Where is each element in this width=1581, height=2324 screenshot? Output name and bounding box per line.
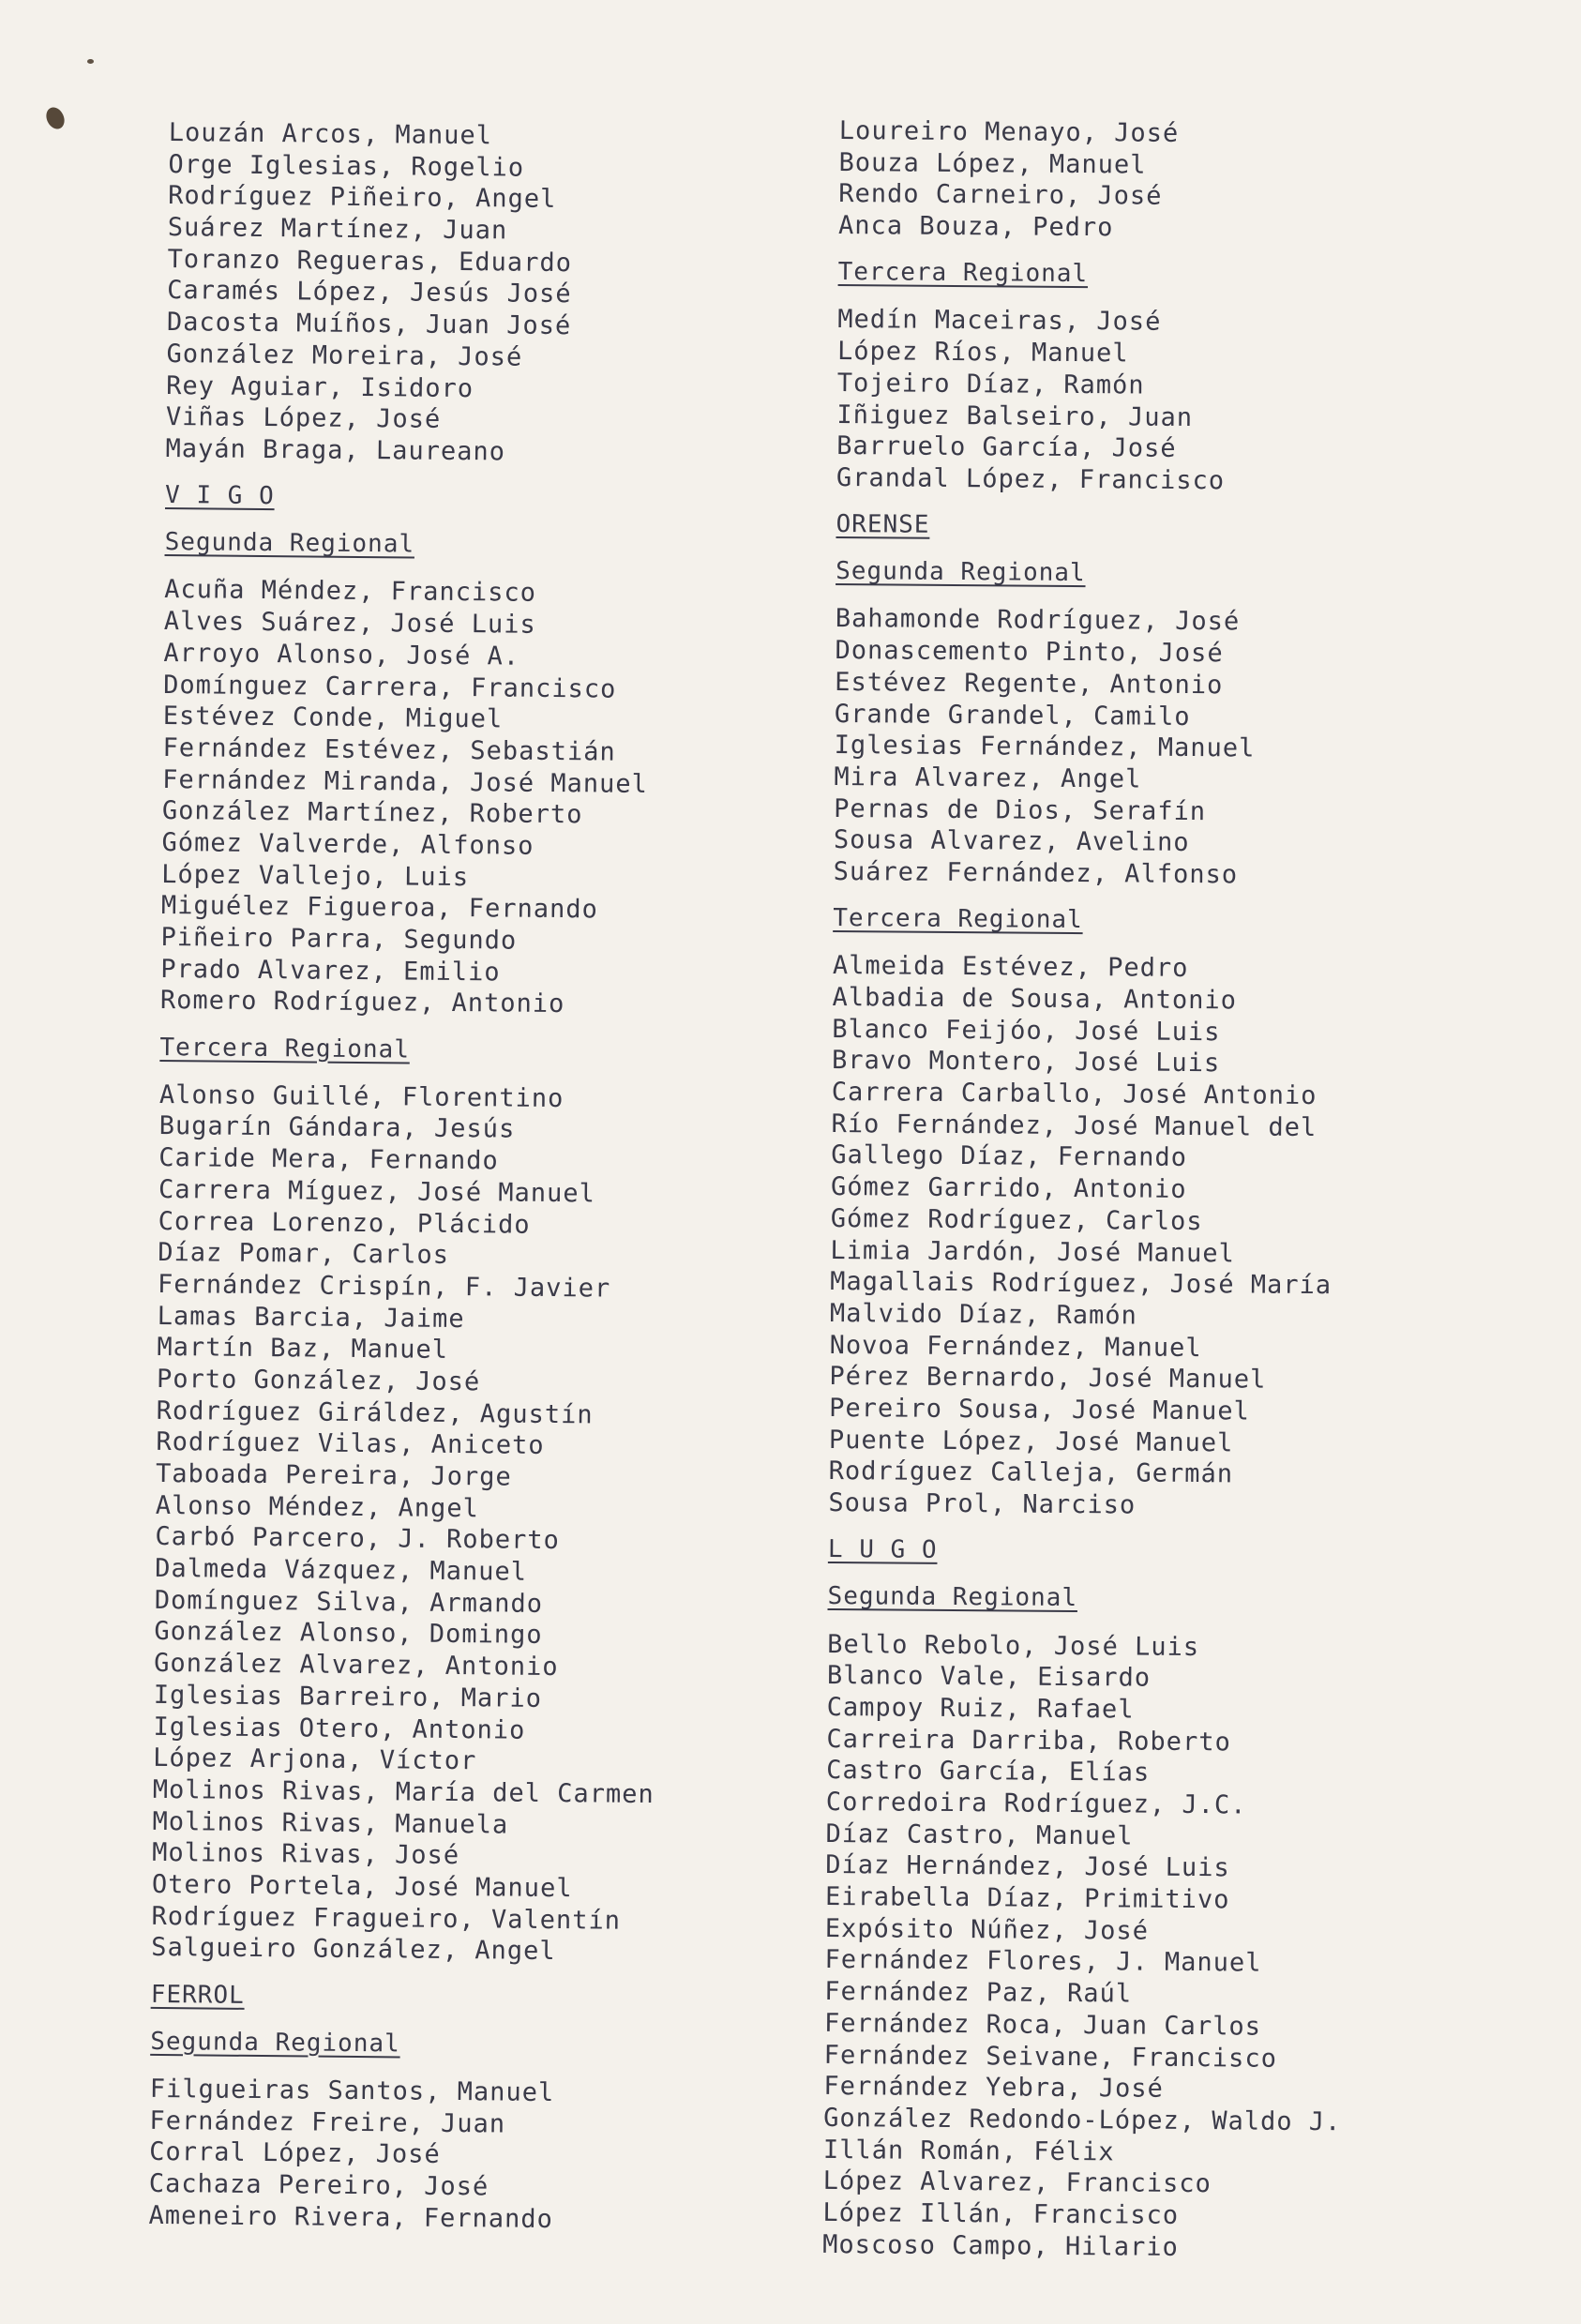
name-entry: Díaz Castro, Manuel <box>825 1818 1134 1851</box>
name-entry: Martín Baz, Manuel <box>157 1333 449 1366</box>
name-entry: Alonso Méndez, Angel <box>155 1490 480 1523</box>
name-entry: Fernández Flores, J. Manuel <box>824 1945 1262 1979</box>
name-entry: Gómez Garrido, Antonio <box>830 1172 1187 1205</box>
name-entry: López Alvarez, Francisco <box>822 2166 1212 2199</box>
name-entry: Rey Aguiar, Isidoro <box>166 370 474 403</box>
name-entry: Donascemento Pinto, José <box>835 636 1224 669</box>
division-heading: Tercera Regional <box>159 1033 411 1064</box>
name-entry: Domínguez Carrera, Francisco <box>163 670 617 704</box>
name-entry: Anca Bouza, Pedro <box>837 211 1114 243</box>
name-entry: Molinos Rivas, María del Carmen <box>152 1774 655 1809</box>
name-entry: Gómez Valverde, Alfonso <box>161 827 535 861</box>
division-heading: Segunda Regional <box>164 528 415 559</box>
name-entry: Orge Iglesias, Rogelio <box>168 149 525 183</box>
name-entry: Bouza López, Manuel <box>838 147 1147 180</box>
city-heading: V I G O <box>164 481 275 511</box>
name-entry: Rodríguez Vilas, Aniceto <box>156 1427 545 1461</box>
name-entry: Porto González, José <box>156 1364 481 1397</box>
name-entry: Romero Rodríguez, Antonio <box>159 986 565 1019</box>
name-entry: Fernández Freire, Juan <box>149 2105 506 2139</box>
name-entry: González Alvarez, Antonio <box>154 1649 559 1683</box>
name-entry: Díaz Pomar, Carlos <box>158 1238 450 1271</box>
name-entry: Eirabella Díaz, Primitivo <box>824 1882 1230 1915</box>
name-entry: Gómez Rodríguez, Carlos <box>830 1203 1203 1236</box>
name-entry: Ameneiro Rivera, Fernando <box>148 2200 554 2234</box>
name-entry: Bello Rebolo, José Luis <box>827 1629 1200 1662</box>
city-heading: L U G O <box>827 1535 938 1565</box>
name-entry: González Redondo-López, Waldo J. <box>823 2103 1342 2137</box>
name-entry: Medín Maceiras, José <box>837 305 1162 338</box>
name-entry: Sousa Prol, Narciso <box>828 1487 1137 1520</box>
name-entry: Arroyo Alonso, José A. <box>163 638 520 672</box>
name-entry: Corral López, José <box>149 2137 441 2170</box>
name-entry: Rendo Carneiro, José <box>838 179 1163 212</box>
name-entry: González Moreira, José <box>166 339 523 372</box>
name-entry: Fernández Crispín, F. Javier <box>157 1269 611 1304</box>
name-entry: Bugarín Gándara, Jesús <box>158 1111 516 1145</box>
name-entry: Limia Jardón, José Manuel <box>830 1235 1235 1268</box>
name-entry: Estévez Regente, Antonio <box>835 667 1224 701</box>
name-entry: Rodríguez Calleja, Germán <box>828 1456 1234 1489</box>
left-column <box>148 117 670 2236</box>
name-entry: Bravo Montero, José Luis <box>831 1046 1221 1079</box>
division-heading: Tercera Regional <box>833 904 1083 935</box>
name-entry: Loureiro Menayo, José <box>838 115 1180 148</box>
name-entry: Puente López, José Manuel <box>828 1425 1234 1457</box>
name-entry: López Vallejo, Luis <box>161 859 470 892</box>
name-entry: Bahamonde Rodríguez, José <box>835 604 1241 637</box>
name-entry: Carbó Parcero, J. Roberto <box>155 1522 560 1556</box>
name-entry: Blanco Feijóo, José Luis <box>832 1014 1221 1047</box>
name-entry: Río Fernández, José Manuel del <box>831 1109 1318 1142</box>
name-entry: Mira Alvarez, Angel <box>834 762 1142 794</box>
name-entry: Almeida Estévez, Pedro <box>832 951 1189 984</box>
name-entry: Fernández Roca, Juan Carlos <box>823 2008 1262 2042</box>
name-entry: Díaz Hernández, José Luis <box>825 1850 1230 1883</box>
name-entry: Iglesias Fernández, Manuel <box>834 731 1256 763</box>
name-entry: Illán Román, Félix <box>822 2135 1115 2166</box>
name-entry: Fernández Seivane, Francisco <box>823 2040 1278 2074</box>
name-entry: Mayán Braga, Laureano <box>165 433 506 467</box>
name-entry: Prado Alvarez, Emilio <box>160 954 501 988</box>
name-entry: Lamas Barcia, Jaime <box>157 1301 465 1334</box>
ink-stain <box>43 104 68 131</box>
name-entry: Gallego Díaz, Fernando <box>831 1140 1188 1173</box>
name-entry: Blanco Vale, Eisardo <box>826 1661 1152 1693</box>
name-entry: Otero Portela, José Manuel <box>151 1869 573 1904</box>
name-entry: Dacosta Muíños, Juan José <box>166 308 572 341</box>
division-heading: Segunda Regional <box>836 557 1086 588</box>
name-entry: Pernas de Dios, Serafín <box>834 793 1207 826</box>
right-column <box>822 115 1357 2265</box>
name-entry: Estévez Conde, Miguel <box>162 702 504 734</box>
name-entry: Miguélez Figueroa, Fernando <box>160 891 598 925</box>
name-entry: Fernández Paz, Raúl <box>824 1977 1133 2009</box>
name-entry: Expósito Núñez, José <box>824 1913 1150 1946</box>
name-entry: Alonso Guillé, Florentino <box>158 1079 565 1113</box>
division-heading: Tercera Regional <box>837 258 1089 289</box>
name-entry: Iglesias Otero, Antonio <box>153 1712 526 1745</box>
name-entry: Iglesias Barreiro, Mario <box>153 1680 543 1713</box>
name-entry: Caride Mera, Fernando <box>158 1143 499 1176</box>
name-entry: Filgueiras Santos, Manuel <box>149 2074 555 2107</box>
name-entry: Piñeiro Parra, Segundo <box>160 922 518 956</box>
name-entry: Cachaza Pereiro, José <box>148 2168 489 2202</box>
name-entry: Pereiro Sousa, José Manuel <box>829 1393 1250 1426</box>
city-heading: FERROL <box>150 1980 245 2010</box>
name-entry: Barruelo García, José <box>836 431 1177 464</box>
name-entry: Novoa Fernández, Manuel <box>829 1330 1202 1363</box>
name-entry: Rodríguez Piñeiro, Angel <box>168 181 557 215</box>
name-entry: Albadia de Sousa, Antonio <box>832 982 1238 1016</box>
name-entry: Malvido Díaz, Ramón <box>829 1298 1137 1331</box>
name-entry: Moscoso Campo, Hilario <box>822 2229 1179 2262</box>
name-entry: Acuña Méndez, Francisco <box>164 575 537 609</box>
name-entry: López Illán, Francisco <box>822 2197 1180 2230</box>
name-entry: Grandal López, Francisco <box>836 462 1226 496</box>
name-entry: Fernández Yebra, José <box>823 2072 1164 2104</box>
name-entry: Alves Suárez, José Luis <box>163 607 536 640</box>
name-entry: Carrera Míguez, José Manuel <box>158 1174 596 1209</box>
name-entry: Rodríguez Giráldez, Agustín <box>156 1396 594 1430</box>
name-entry: González Martínez, Roberto <box>161 796 583 830</box>
division-heading: Segunda Regional <box>827 1582 1078 1613</box>
name-entry: Campoy Ruiz, Rafael <box>826 1692 1135 1725</box>
name-entry: Carreira Darriba, Roberto <box>826 1724 1231 1757</box>
name-entry: Castro García, Elías <box>826 1756 1151 1788</box>
name-entry: Rodríguez Fragueiro, Valentín <box>151 1901 622 1936</box>
name-entry: Pérez Bernardo, José Manuel <box>829 1362 1267 1395</box>
name-entry: Viñas López, José <box>165 402 442 434</box>
name-entry: Correa Lorenzo, Plácido <box>158 1206 531 1240</box>
name-entry: Fernández Miranda, José Manuel <box>162 764 649 799</box>
division-heading: Segunda Regional <box>150 2027 400 2059</box>
name-entry: Corredoira Rodríguez, J.C. <box>825 1787 1247 1820</box>
name-entry: Tojeiro Díaz, Ramón <box>836 368 1145 400</box>
name-entry: López Arjona, Víctor <box>153 1743 477 1776</box>
name-entry: Taboada Pereira, Jorge <box>155 1458 512 1492</box>
name-entry: Molinos Rivas, Manuela <box>152 1806 509 1840</box>
name-entry: Salgueiro González, Angel <box>151 1933 556 1967</box>
name-entry: Louzán Arcos, Manuel <box>168 117 493 151</box>
name-entry: González Alonso, Domingo <box>154 1617 543 1651</box>
name-entry: Molinos Rivas, José <box>152 1838 460 1871</box>
name-entry: Suárez Martínez, Juan <box>167 213 508 246</box>
name-entry: Domínguez Silva, Armando <box>154 1585 544 1619</box>
name-entry: Fernández Estévez, Sebastián <box>162 732 616 767</box>
name-entry: Sousa Alvarez, Avelino <box>833 825 1190 858</box>
name-entry: Dalmeda Vázquez, Manuel <box>154 1553 528 1587</box>
name-entry: Carrera Carballo, José Antonio <box>831 1078 1318 1111</box>
name-entry: Toranzo Regueras, Eduardo <box>167 244 573 278</box>
name-entry: Grande Grandel, Camilo <box>834 699 1191 732</box>
name-entry: Suárez Fernández, Alfonso <box>833 856 1239 890</box>
name-entry: Caramés López, Jesús José <box>167 276 572 309</box>
city-heading: ORENSE <box>836 510 930 539</box>
name-entry: Iñiguez Balseiro, Juan <box>836 400 1194 432</box>
name-entry: Magallais Rodríguez, José María <box>830 1267 1333 1301</box>
ink-speck <box>87 59 94 64</box>
name-entry: López Ríos, Manuel <box>836 337 1129 369</box>
